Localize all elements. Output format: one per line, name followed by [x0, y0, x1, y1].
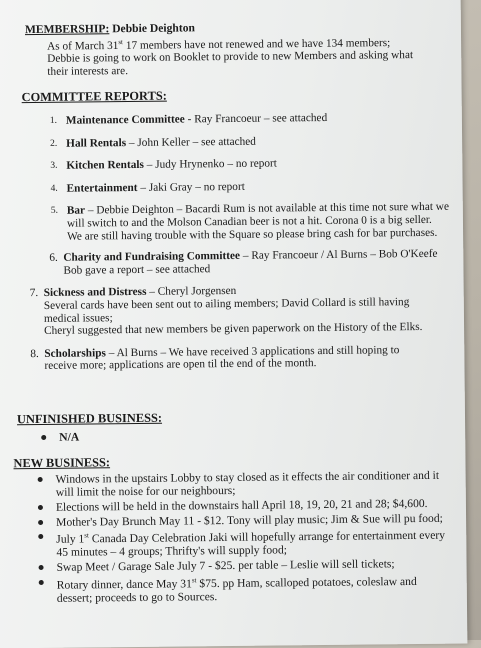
- new-business-text: Rotary dinner, dance May 31st $75. pp Ham, scalloped potatoes, coleslaw and: [56, 574, 417, 592]
- item-number: 1.: [49, 115, 58, 126]
- item-number: 7.: [29, 287, 39, 300]
- new-business-item: [14, 469, 466, 500]
- item-title: Hall Rentals: [66, 136, 127, 150]
- membership-line-3: their interests are.: [47, 64, 129, 78]
- item-number: 2.: [50, 138, 58, 149]
- item-title: Sickness and Distress: [43, 286, 147, 300]
- item-text: – Debbie Deighton – Bacardi Rum is not available at this time not sure what we: [84, 201, 450, 217]
- item-text: – Cheryl Jorgensen: [146, 285, 237, 299]
- unfinished-text: N/A: [59, 430, 80, 444]
- item-text: – Judy Hrynenko – no report: [143, 157, 277, 172]
- item-title: Maintenance Committee: [65, 113, 185, 127]
- new-business-section: [13, 452, 467, 607]
- unfinished-list: [17, 426, 469, 444]
- item-subline: will switch to and the Molson Canadian beer is not a hit. Corona 0 is a big seller.: [66, 213, 432, 230]
- item-number: 4.: [50, 183, 58, 194]
- item-subline: medical issues;: [43, 311, 113, 325]
- new-business-text: 45 minutes – 4 groups; Thrifty's will supply food;: [56, 543, 288, 560]
- new-business-text: Elections will be held in the downstairs hall April 18, 19, 20, 21 and 28; $4,600.: [55, 496, 428, 514]
- item-subline: Several cards have been sent out to ailing members; David Collard is still having: [43, 296, 410, 312]
- item-number: 6.: [49, 251, 58, 265]
- new-business-text: Swap Meet / Garage Sale July 7 - $25. per table – Leslie will sell tickets;: [56, 557, 395, 574]
- new-business-item: [15, 571, 467, 605]
- committee-item: [4, 283, 477, 338]
- membership-heading: MEMBERSHIP:: [24, 22, 110, 37]
- new-business-text: will limit the noise for our neighbours;: [55, 484, 236, 500]
- bullet-icon: [39, 580, 44, 585]
- committee-list: [22, 110, 477, 373]
- committee-item: [22, 110, 474, 127]
- item-title: Bar: [66, 204, 86, 218]
- committee-section: [22, 85, 477, 383]
- committee-item: [22, 133, 474, 150]
- new-business-text: dessert; proceeds to go to Sources.: [56, 589, 218, 605]
- item-subline: receive more; applications are open til the end of the month.: [44, 357, 317, 373]
- item-title: Scholarships: [44, 347, 106, 360]
- new-business-text: July 1st Canada Day Celebration Jaki will hopefully arrange for entertainment every: [56, 528, 446, 546]
- committee-item: [23, 178, 475, 195]
- new-business-item: [14, 526, 466, 560]
- unfinished-item: [17, 426, 469, 444]
- item-subline: We are still having trouble with the Square so please bring cash for bar purchases.: [67, 226, 438, 243]
- committee-item: [23, 248, 475, 278]
- membership-section: [25, 19, 478, 78]
- bullet-icon: [38, 534, 43, 539]
- item-text: – John Keller – see attached: [126, 135, 256, 149]
- new-business-heading: NEW BUSINESS:: [13, 455, 111, 471]
- bullet-icon: [39, 565, 44, 570]
- item-title: Charity and Fundraising Committee: [63, 250, 241, 264]
- committee-item: [23, 201, 475, 244]
- item-title: Entertainment: [66, 181, 138, 195]
- item-title: Kitchen Rentals: [66, 159, 144, 172]
- item-text: – Jaki Gray – no report: [137, 180, 245, 194]
- membership-name: Debbie Deighton: [112, 21, 195, 36]
- item-subline: Bob gave a report – see attached: [63, 262, 211, 277]
- item-number: 8.: [30, 347, 39, 360]
- item-subline: Cheryl suggested that new members be given paperwork on the History of the Elks.: [44, 321, 423, 338]
- new-business-text: Windows in the upstairs Lobby to stay closed as it effects the air conditioner and it: [55, 468, 440, 486]
- new-business-text: Mother's Day Brunch May 11 - $12. Tony will play music; Jim & Sue will pu food;: [56, 511, 443, 529]
- membership-line-2: Debbie is going to work on Booklet to provide to new Members and asking what: [47, 49, 414, 65]
- new-business-list: [14, 469, 467, 606]
- membership-line-1: As of March 31st 17 members have not renewed and we have 134 members;: [47, 36, 391, 53]
- unfinished-heading: UNFINISHED BUSINESS:: [16, 410, 163, 427]
- item-number: 3.: [50, 160, 58, 172]
- bullet-icon: [41, 435, 46, 440]
- committee-heading: COMMITTEE REPORTS:: [21, 88, 167, 105]
- item-number: 5.: [50, 206, 59, 217]
- item-text: – Al Burns – We have received 3 applications and still hoping to: [105, 343, 400, 360]
- unfinished-section: [17, 407, 469, 445]
- committee-item: [22, 156, 474, 173]
- bullet-icon: [38, 477, 43, 482]
- bullet-icon: [38, 520, 43, 525]
- committee-item: [4, 343, 476, 373]
- item-text: – Ray Francoeur / Al Burns – Bob O'Keefe: [239, 247, 438, 263]
- item-text: - Ray Francoeur – see attached: [184, 111, 328, 126]
- bullet-icon: [38, 505, 43, 510]
